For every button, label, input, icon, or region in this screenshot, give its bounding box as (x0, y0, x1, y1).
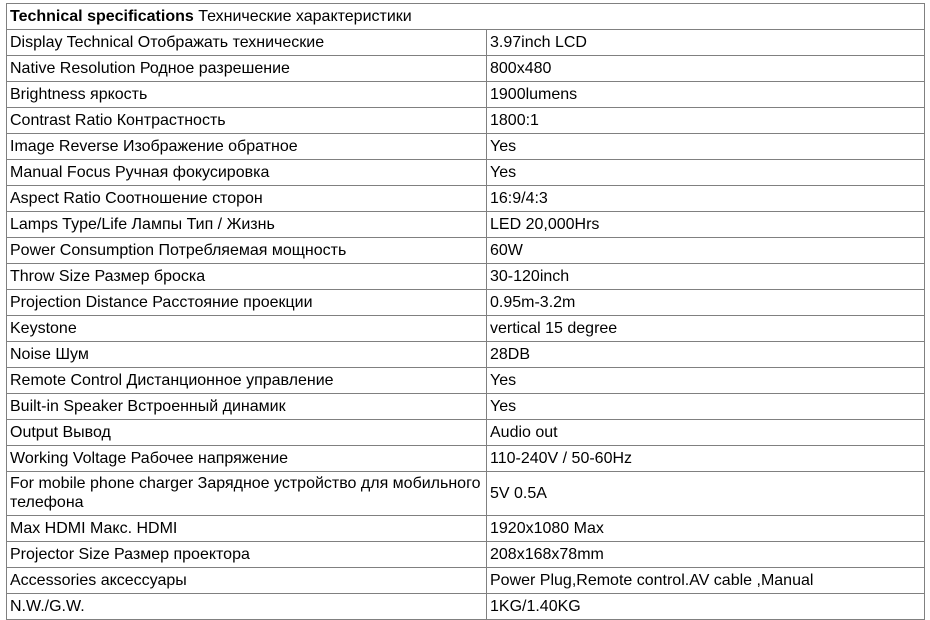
table-row (7, 368, 925, 394)
table-row (7, 108, 925, 134)
table-row (7, 212, 925, 238)
spec-label: Output Вывод (7, 420, 487, 446)
table-row (7, 82, 925, 108)
table-row (7, 394, 925, 420)
spec-table (6, 3, 925, 620)
spec-label: Power Consumption Потребляемая мощность (7, 238, 487, 264)
table-row (7, 186, 925, 212)
table-row (7, 30, 925, 56)
spec-value: 1800:1 (487, 108, 925, 134)
table-row (7, 446, 925, 472)
spec-label: Noise Шум (7, 342, 487, 368)
spec-label: Remote Control Дистанционное управление (7, 368, 487, 394)
spec-value: Yes (487, 134, 925, 160)
spec-label: Projector Size Размер проектора (7, 542, 487, 568)
spec-value: 60W (487, 238, 925, 264)
spec-value: 1900lumens (487, 82, 925, 108)
table-row (7, 238, 925, 264)
table-row (7, 290, 925, 316)
spec-label: N.W./G.W. (7, 594, 487, 620)
spec-value: 3.97inch LCD (487, 30, 925, 56)
spec-label: Throw Size Размер броска (7, 264, 487, 290)
spec-value: 30-120inch (487, 264, 925, 290)
spec-table-header-row (7, 4, 925, 30)
spec-value: 28DB (487, 342, 925, 368)
table-row (7, 420, 925, 446)
table-row (7, 472, 925, 516)
spec-value: Yes (487, 368, 925, 394)
spec-label: Native Resolution Родное разрешение (7, 56, 487, 82)
spec-value: Yes (487, 394, 925, 420)
spec-label: Aspect Ratio Соотношение сторон (7, 186, 487, 212)
spec-label: Keystone (7, 316, 487, 342)
table-row (7, 568, 925, 594)
table-row (7, 264, 925, 290)
spec-value: 800x480 (487, 56, 925, 82)
spec-table-title-rest: Технические характеристики (193, 7, 412, 25)
spec-value: 5V 0.5A (487, 472, 925, 516)
table-row (7, 56, 925, 82)
spec-value: 16:9/4:3 (487, 186, 925, 212)
table-row (7, 316, 925, 342)
spec-value: 0.95m-3.2m (487, 290, 925, 316)
spec-label: Max HDMI Макс. HDMI (7, 516, 487, 542)
spec-label: Manual Focus Ручная фокусировка (7, 160, 487, 186)
table-row (7, 342, 925, 368)
spec-table-body (7, 4, 925, 620)
spec-label: Contrast Ratio Контрастность (7, 108, 487, 134)
spec-value: 208x168x78mm (487, 542, 925, 568)
table-row (7, 160, 925, 186)
spec-label: Brightness яркость (7, 82, 487, 108)
spec-value: vertical 15 degree (487, 316, 925, 342)
spec-value: Audio out (487, 420, 925, 446)
spec-label: Accessories аксессуары (7, 568, 487, 594)
table-row (7, 134, 925, 160)
spec-label: Image Reverse Изображение обратное (7, 134, 487, 160)
spec-table-title-bold: Technical specifications (10, 7, 194, 25)
spec-label: Working Voltage Рабочее напряжение (7, 446, 487, 472)
spec-label: Built-in Speaker Встроенный динамик (7, 394, 487, 420)
spec-value: 110-240V / 50-60Hz (487, 446, 925, 472)
spec-value: 1KG/1.40KG (487, 594, 925, 620)
table-row (7, 516, 925, 542)
table-row (7, 542, 925, 568)
spec-table-title (7, 4, 925, 30)
spec-label: Projection Distance Расстояние проекции (7, 290, 487, 316)
spec-value: LED 20,000Hrs (487, 212, 925, 238)
spec-value: 1920x1080 Max (487, 516, 925, 542)
spec-label: Display Technical Отображать технические (7, 30, 487, 56)
spec-label: Lamps Type/Life Лампы Тип / Жизнь (7, 212, 487, 238)
spec-value: Yes (487, 160, 925, 186)
spec-value: Power Plug,Remote control.AV cable ,Manual (487, 568, 925, 594)
spec-label: For mobile phone charger Зарядное устройство для мобильного телефона (7, 472, 487, 516)
table-row (7, 594, 925, 620)
